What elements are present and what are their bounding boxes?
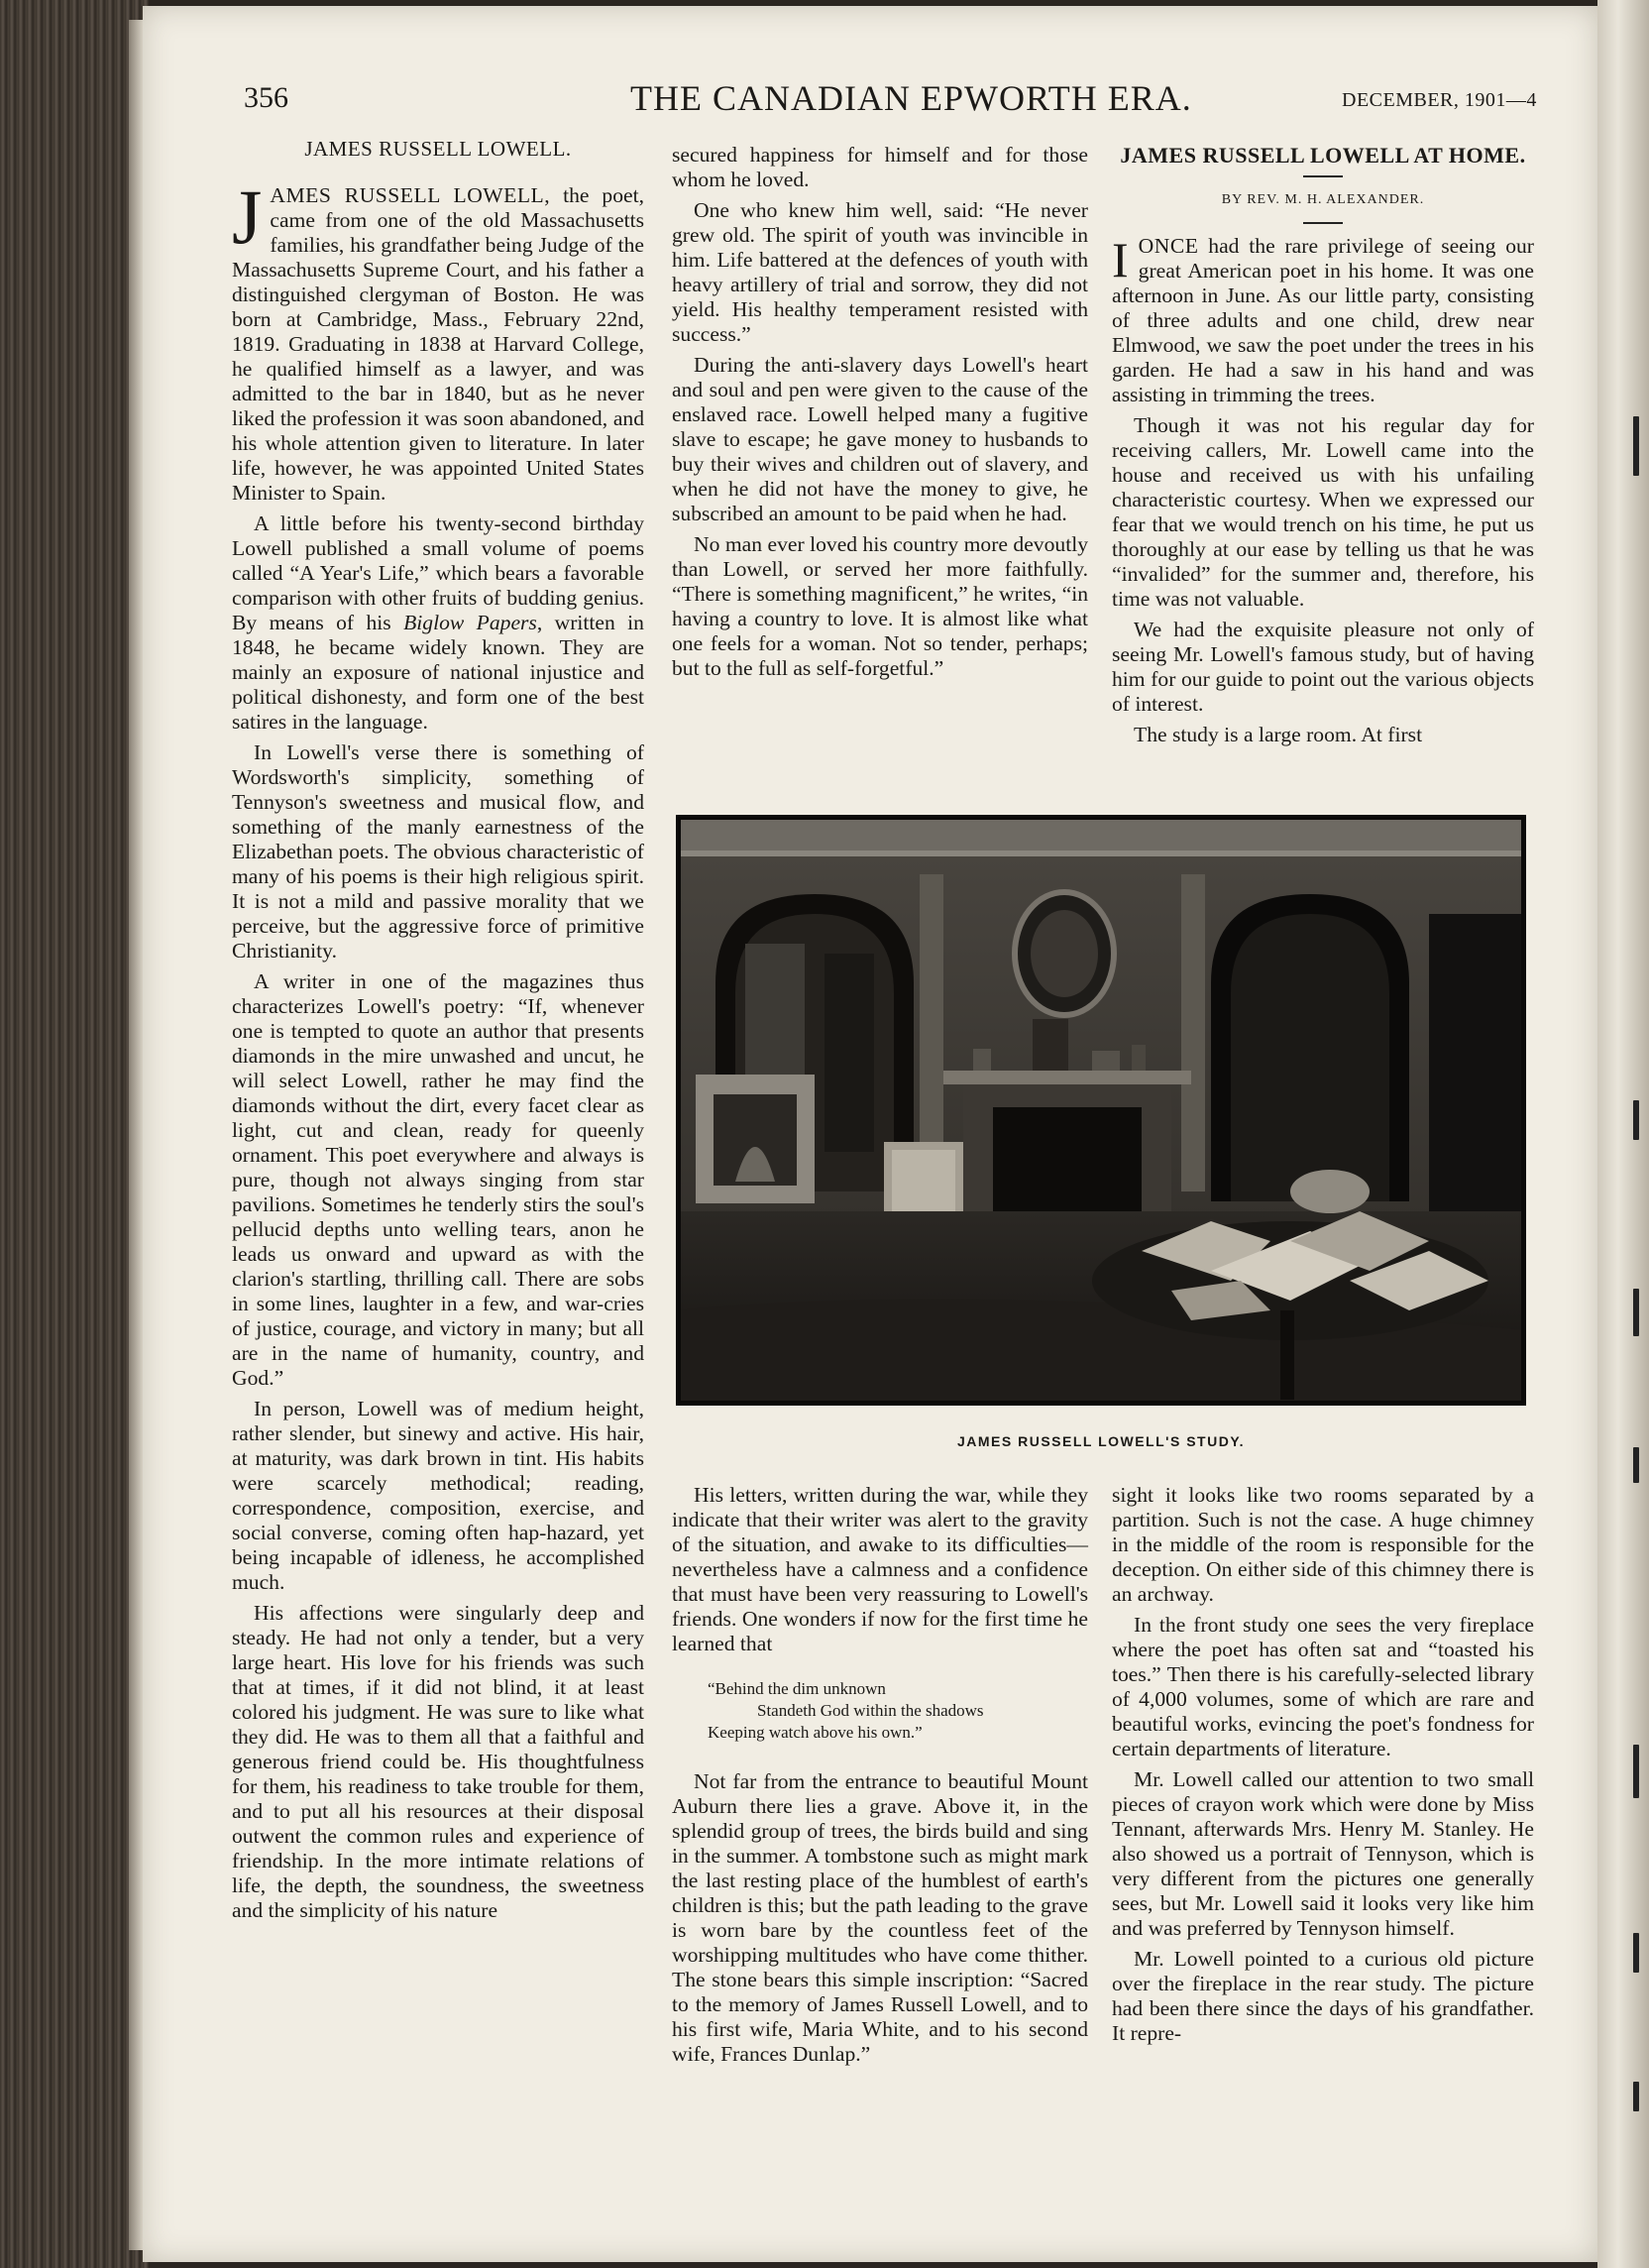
drop-cap: I xyxy=(1112,232,1129,287)
running-header xyxy=(0,73,1597,133)
article-2-heading: JAMES RUSSELL LOWELL AT HOME. xyxy=(1120,143,1526,168)
article-1-heading: JAMES RUSSELL LOWELL. xyxy=(304,137,572,161)
article-2-paragraph-6: Mr. Lowell called our attention to two small pieces of crayon work which were done by Miss Tennant, afterwards Mrs. Henry M. Stanley. He also showed us a portrait of Tennyson, which is very different from the pictures one generally sees, but Mr. Lowell said it looks very like him and was preferred by Tennyson himself. xyxy=(1112,1767,1534,1940)
article-2-byline: BY REV. M. H. ALEXANDER. xyxy=(1221,192,1425,207)
article-1-paragraph-1: JAMES RUSSELL LOWELL, the poet, came from one of the old Massachusetts families, his grandfather being Judge of the Massachusetts Supreme Court, and his father a distinguished clergyman of Boston. He was born at Cambridge, Mass., February 22nd, 1819. Graduating in 1838 at Harvard College, he qualified himself as a lawyer, and was admitted to the bar in 1840, but as he never liked the profession it was soon abandoned, and his whole attention given to literature. In later life, however, he was appointed United States Minister to Spain. xyxy=(232,173,644,505)
verse-line-1: “Behind the dim unknown xyxy=(708,1679,886,1698)
article-2-paragraph-4-start: The study is a large room. At first xyxy=(1134,723,1423,746)
column-3-bottom xyxy=(1112,1483,1534,2052)
article-1-paragraph-6: His affections were singularly deep and steady. He had not only a tender, but a very large heart. His love for his friends was such that at times, if it did not blind, it at least colored his judgment. He was sure to like what they did. He was to them all that a faithful and generous friend could be. His thoughtfulness for them, his readiness to take trouble for them, and to put all his resources at their disposal outwent the common rules and experience of friendship. In the more intimate relations of life, the depth, the soundness, the sweetness and the simplicity of his nature xyxy=(232,1601,644,1922)
verse-quotation xyxy=(708,1678,1088,1744)
article-1-paragraph-10: No man ever loved his country more devoutly than Lowell, or served her more faithfully. “There is something magnificent,” he writes, “in having a country to love. It is almost like what one feels for a woman. Not so tender, perhaps; but to the full as self-forgetful.” xyxy=(672,532,1088,680)
column-1 xyxy=(232,137,644,1929)
article-2-paragraph-4-continued: sight it looks like two rooms separated by a partition. Such is not the case. A huge chimney in the middle of the room is responsible for the deception. On either side of this chimney there is an archway. xyxy=(1112,1483,1534,1606)
article-2-paragraph-5: In the front study one sees the very fireplace where the poet has often sat and “toasted his toes.” Then there is his carefully-selected library of 4,000 volumes, some of which are rare and beautiful works, evincing the poet's fondness for certain departments of literature. xyxy=(1112,1613,1534,1760)
study-photograph xyxy=(676,815,1526,1406)
article-2-paragraph-2: Though it was not his regular day for receiving callers, Mr. Lowell came into the house and received us with his unfailing characteristic courtesy. When we expressed our fear that we would trench on his time, he put us thoroughly at our ease by telling us that he was “invalided” for the summer and, therefore, his time was not valuable. xyxy=(1112,413,1534,611)
article-2-paragraph-3: We had the exquisite pleasure not only of seeing Mr. Lowell's famous study, but of having him for our guide to point out the various objects of interest. xyxy=(1112,618,1534,716)
lead-in: ONCE xyxy=(1138,234,1199,258)
verse-line-3: Keeping watch above his own.” xyxy=(708,1723,923,1742)
article-1-paragraph-4: A writer in one of the magazines thus characterizes Lowell's poetry: “If, whenever one is tempted to quote an author that presents diamonds in the mire unwashed and uncut, he will select Lowell, rather he may find the diamonds without the dirt, every facet clear as light, cut and clean, ready for queenly ornament. This poet everywhere and always is pure, though not always singing from star pavilions. Sometimes he tenderly stirs the soul's pellucid depths unto welling tears, anon he leads us onward and upward as with the clarion's startling, thrilling call. There are sobs in some lines, laughter in a few, and war-cries of justice, courage, and victory in many; but all are in the name of humanity, country, and God.” xyxy=(232,969,644,1390)
article-1-paragraph-11: His letters, written during the war, while they indicate that their writer was alert to the gravity of the situation, and awake to its difficulties—nevertheless have a calmness and a confidence that must have been very reassuring to Lowell's friends. One wonders if now for the first time he learned that xyxy=(672,1483,1088,1655)
figure-caption: JAMES RUSSELL LOWELL'S STUDY. xyxy=(956,1433,1246,1449)
article-1-paragraph-2: A little before his twenty-second birthday Lowell published a small volume of poems called “A Year's Life,” which bears a favorable comparison with other fruits of budding genius. By means of his Biglow Papers, written in 1848, he became widely known. They are mainly an exposure of national injustice and political dishonesty, and form one of the best satires in the language. xyxy=(232,511,644,734)
adjacent-page-edge xyxy=(1597,0,1649,2268)
article-1-paragraph-8: One who knew him well, said: “He never grew old. The spirit of youth was invincible in him. Life battered at the defences of youth with heavy artillery of trial and sorrow, they did not yield. His healthy temperament resisted with success.” xyxy=(672,198,1088,346)
article-1-paragraph-12: Not far from the entrance to beautiful Mount Auburn there lies a grave. Above it, in the splendid group of trees, the birds build and sing in the summer. A tombstone such as might mark the last resting place of the humblest of earth's children is this; but the path leading to the grave is worn bare by the countless feet of the worshipping multitudes who have come thither. The stone bears this simple inscription: “Sacred to the memory of James Russell Lowell, and to his first wife, Maria White, and to his second wife, Frances Dunlap.” xyxy=(672,1769,1088,2066)
article-1-paragraph-9: During the anti-slavery days Lowell's heart and soul and pen were given to the cause of the enslaved race. Lowell helped many a fugitive slave to escape; he gave money to husbands to buy their wives and children out of slavery, and when he did not have the money to give, he subscribed an amount to be paid when he had. xyxy=(672,353,1088,525)
italic-title: Biglow Papers xyxy=(403,611,537,634)
column-2-top xyxy=(672,143,1088,687)
drop-cap: J xyxy=(232,173,263,260)
article-2-paragraph-7: Mr. Lowell pointed to a curious old picture over the fireplace in the rear study. The picture had been there since the days of his grandfather. It repre- xyxy=(1112,1947,1534,2045)
lead-in: AMES RUSSELL LOWELL, xyxy=(270,183,551,207)
book-binding xyxy=(0,0,149,2268)
issue-date: DECEMBER, 1901—4 xyxy=(1342,89,1537,111)
article-1-paragraph-3: In Lowell's verse there is something of Wordsworth's simplicity, something of Tennyson's sweetness and musical flow, and something of the manly earnestness of the Elizabethan poets. The obvious characteristic of many of his poems is their high religious spirit. It is not a mild and passive morality that we perceive, but the aggressive force of primitive Christianity. xyxy=(232,740,644,963)
publication-title: THE CANADIAN EPWORTH ERA. xyxy=(630,78,1192,118)
heading-rule xyxy=(1303,175,1343,177)
verse-line-2: Standeth God within the shadows xyxy=(757,1701,984,1720)
column-2-bottom xyxy=(672,1483,1088,2073)
article-2-paragraph-1: IONCE had the rare privilege of seeing our great American poet in his home. It was one afternoon in June. As our little party, consisting of three adults and one child, drew near Elmwood, we saw the poet under the trees in his garden. He had a saw in his hand and was assisting in trimming the trees. xyxy=(1112,232,1534,406)
column-3-top xyxy=(1112,143,1534,753)
page-number: 356 xyxy=(244,81,288,114)
article-1-paragraph-7: secured happiness for himself and for those whom he loved. xyxy=(672,143,1088,191)
page-edges xyxy=(129,20,143,2250)
byline-rule xyxy=(1303,222,1343,224)
article-1-paragraph-5: In person, Lowell was of medium height, rather slender, but sinewy and active. His hair, at maturity, was dark brown in tint. His habits were scarcely methodical; reading, correspondence, composition, exercise, and social converse, coming often hap-hazard, yet being incapable of idleness, he accomplished much. xyxy=(232,1397,644,1594)
